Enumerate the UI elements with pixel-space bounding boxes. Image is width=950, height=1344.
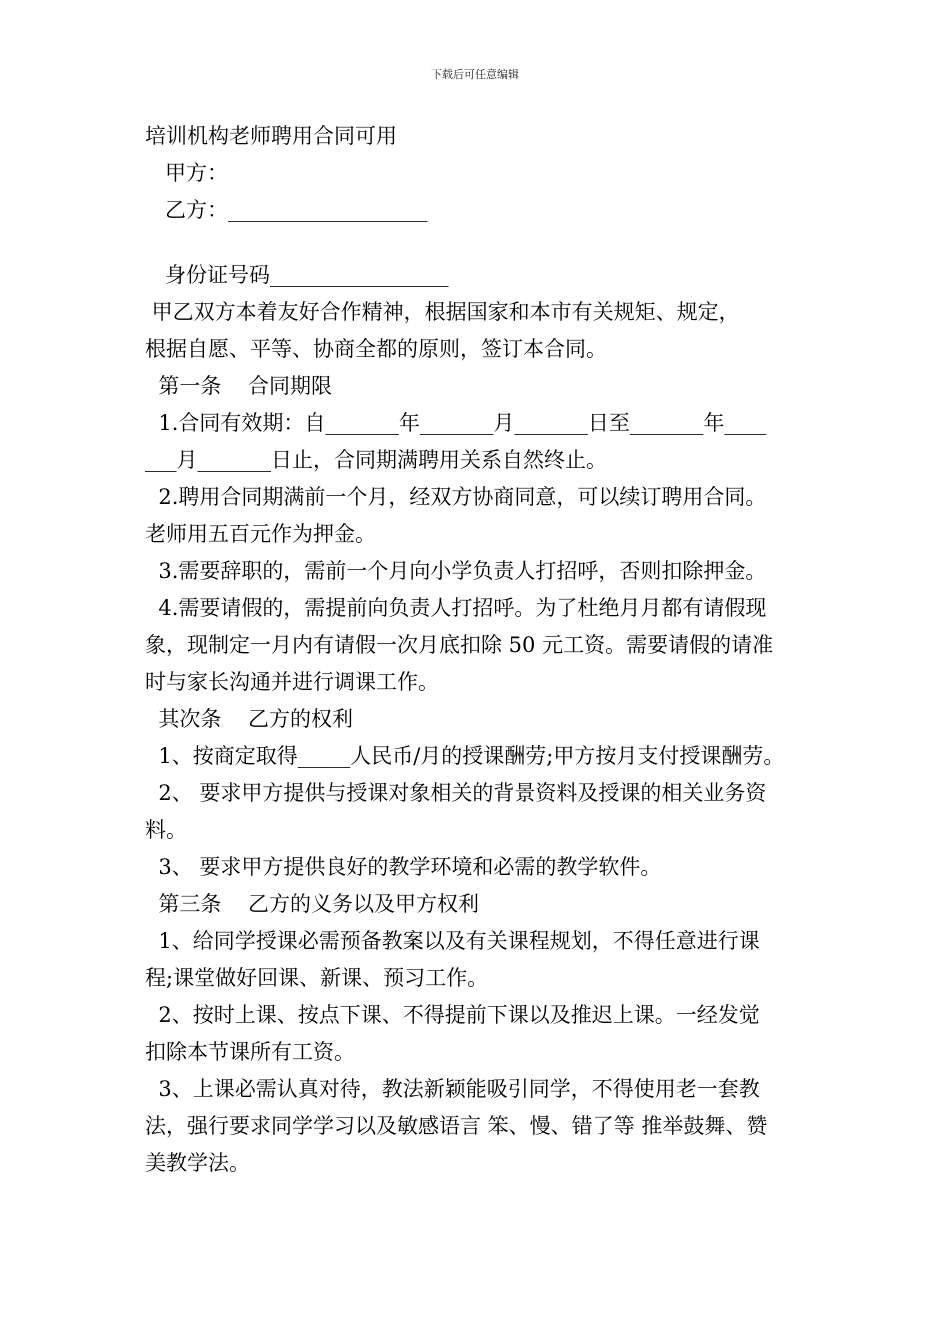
text-line: 扣除本节课所有工资。 xyxy=(145,1040,355,1064)
contract-body xyxy=(145,118,815,1182)
paragraph-lines xyxy=(145,294,815,1182)
text-line: 3.需要辞职的，需前一个月向小学负责人打招呼，否则扣除押金。 xyxy=(145,559,767,583)
text-line: 3、 要求甲方提供良好的教学环境和必需的教学软件。 xyxy=(145,855,662,879)
text-line: 法，强行要求同学学习以及敏感语言 笨、慢、错了等 推举鼓舞、赞 xyxy=(145,1114,768,1138)
text-line: 1、给同学授课必需预备教案以及有关课程规划，不得任意进行课 xyxy=(145,929,760,953)
text-line: 料。 xyxy=(145,818,187,842)
text-line: 1.合同有效期：自_______年_______月_______日至_______年____ xyxy=(145,411,767,435)
text-line: 甲乙双方本着友好合作精神，根据国家和本市有关规矩、规定， xyxy=(145,300,740,324)
text-line: 象，现制定一月内有请假一次月底扣除 50 元工资。需要请假的请准 xyxy=(145,633,774,657)
text-line: ___月_______日止，合同期满聘用关系自然终止。 xyxy=(145,448,607,472)
text-line: 3、上课必需认真对待，教法新颖能吸引同学，不得使用老一套教 xyxy=(145,1077,760,1101)
text-line: 2、按时上课、按点下课、不得提前下课以及推迟上课。一经发觉 xyxy=(145,1003,760,1027)
header-note: 下载后可任意编辑 xyxy=(431,68,519,81)
spacer xyxy=(145,229,815,257)
text-line: 第一条 合同期限 xyxy=(145,374,333,398)
text-line: 2、 要求甲方提供与授课对象相关的背景资料及授课的相关业务资 xyxy=(145,781,767,805)
text-line: 老师用五百元作为押金。 xyxy=(145,522,376,546)
text-line: 4.需要请假的，需提前向负责人打招呼。为了杜绝月月都有请假现 xyxy=(145,596,767,620)
text-line: 时与家长沟通并进行调课工作。 xyxy=(145,670,439,694)
document-title: 培训机构老师聘用合同可用 xyxy=(145,124,397,148)
text-line: 其次条 乙方的权利 xyxy=(145,707,354,731)
text-line: 第三条 乙方的义务以及甲方权利 xyxy=(145,892,480,916)
text-line: 程;课堂做好回课、新课、预习工作。 xyxy=(145,966,489,990)
text-line: 1、按商定取得_____人民币/月的授课酬劳;甲方按月支付授课酬劳。 xyxy=(145,744,785,768)
id-number-line: 身份证号码_________________ xyxy=(165,263,449,287)
party-a-line: 甲方： xyxy=(165,161,228,185)
text-line: 美教学法。 xyxy=(145,1151,250,1175)
party-b-line: 乙方：___________________ xyxy=(165,198,428,222)
text-line: 2.聘用合同期满前一个月，经双方协商同意，可以续订聘用合同。 xyxy=(145,485,767,509)
text-line: 根据自愿、平等、协商全都的原则，签订本合同。 xyxy=(145,337,607,361)
